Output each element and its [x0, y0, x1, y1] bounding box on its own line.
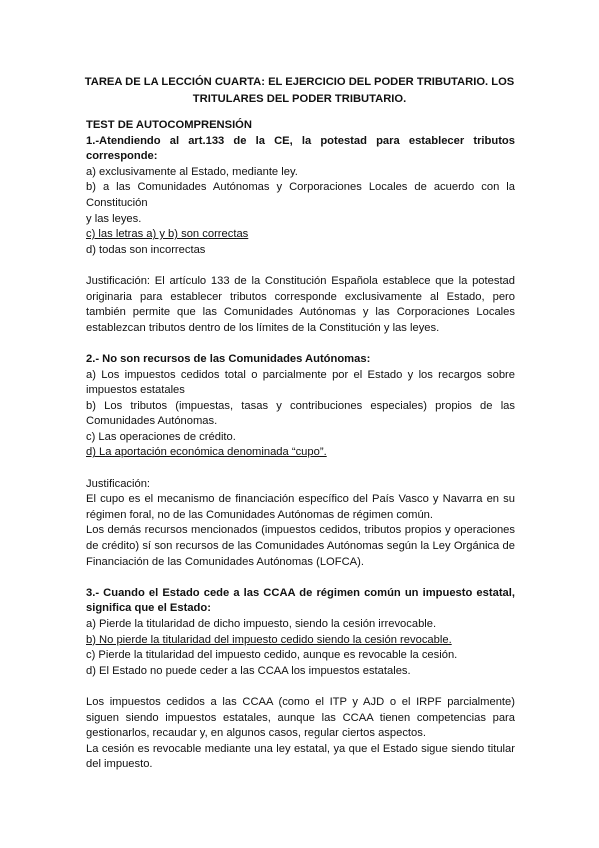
- q2-option-a: a) Los impuestos cedidos total o parcialmente por el Estado y los recargos sobre impuestos estatales: [86, 368, 515, 397]
- q1-option-c: c) las letras a) y b) son correctas: [86, 228, 249, 241]
- q1-option-a: a) exclusivamente al Estado, mediante ley.: [86, 165, 298, 178]
- q2-option-d: d) La aportación económica denominada “cupo”.: [86, 446, 327, 459]
- test-heading: TEST DE AUTOCOMPRENSIÓN: [86, 119, 252, 131]
- q3-option-b: b) No pierde la titularidad del impuesto cedido siendo la cesión revocable.: [86, 633, 452, 646]
- q3-justification-2: La cesión es revocable mediante una ley estatal, ya que el Estado sigue siendo titular del impuesto.: [86, 742, 515, 771]
- q2-option-c: c) Las operaciones de crédito.: [86, 430, 236, 443]
- q3-option-a: a) Pierde la titularidad de dicho impuesto, siendo la cesión irrevocable.: [86, 618, 437, 630]
- q3-option-c: c) Pierde la titularidad del impuesto cedido, aunque es revocable la cesión.: [86, 649, 458, 662]
- question-3: 3.- Cuando el Estado cede a las CCAA de régimen común un impuesto estatal, significa que el Estado:: [86, 586, 515, 615]
- q2-justification-1: El cupo es el mecanismo de financiación específico del País Vasco y Navarra en su régimen foral, no de las Comunidades Autónomas de régimen común.: [86, 493, 515, 521]
- q1-option-b-cont: y las leyes.: [86, 212, 142, 225]
- document-body: [86, 118, 515, 773]
- question-2: 2.- No son recursos de las Comunidades Autónomas:: [86, 352, 371, 365]
- q1-option-b: b) a las Comunidades Autónomas y Corporaciones Locales de acuerdo con la Constitución: [86, 181, 515, 209]
- document-title: [60, 74, 539, 108]
- question-1: 1.-Atendiendo al art.133 de la CE, la potestad para establecer tributos corresponde:: [86, 134, 515, 163]
- q2-justification-2: Los demás recursos mencionados (impuestos cedidos, tributos propios y operaciones de crédito) sí son recursos de las Comunidades Autónomas según la Ley Orgánica de Financiación de las Comunidades Autónomas (LOFCA).: [86, 524, 515, 568]
- q1-justification: Justificación: El artículo 133 de la Constitución Española establece que la potestad originaria para establecer tributos corresponde exclusivamente al Estado, pero también permite que las Comunidades Autónomas y las Corporaciones Locales establezcan tributos dentro de los límites de la Constitución y las leyes.: [86, 274, 515, 334]
- title-line-2: TRITULARES DEL PODER TRIBUTARIO.: [192, 93, 407, 105]
- q3-option-d: d) El Estado no puede ceder a las CCAA los impuestos estatales.: [86, 664, 411, 677]
- q2-option-b: b) Los tributos (impuestas, tasas y contribuciones especiales) propios de las Comunidades Autónomas.: [86, 399, 515, 428]
- q2-justification-label: Justificación:: [86, 477, 151, 490]
- q3-justification-1: Los impuestos cedidos a las CCAA (como el ITP y AJD o el IRPF parcialmente) siguen siendo impuestos estatales, aunque las CCAA tienen competencias para gestionarlos, recaudar y, en algunos casos, regular ciertos aspectos.: [86, 695, 515, 740]
- title-line-1: TAREA DE LA LECCIÓN CUARTA: EL EJERCICIO DEL PODER TRIBUTARIO. LOS: [84, 76, 515, 88]
- q1-option-d: d) todas son incorrectas: [86, 243, 206, 256]
